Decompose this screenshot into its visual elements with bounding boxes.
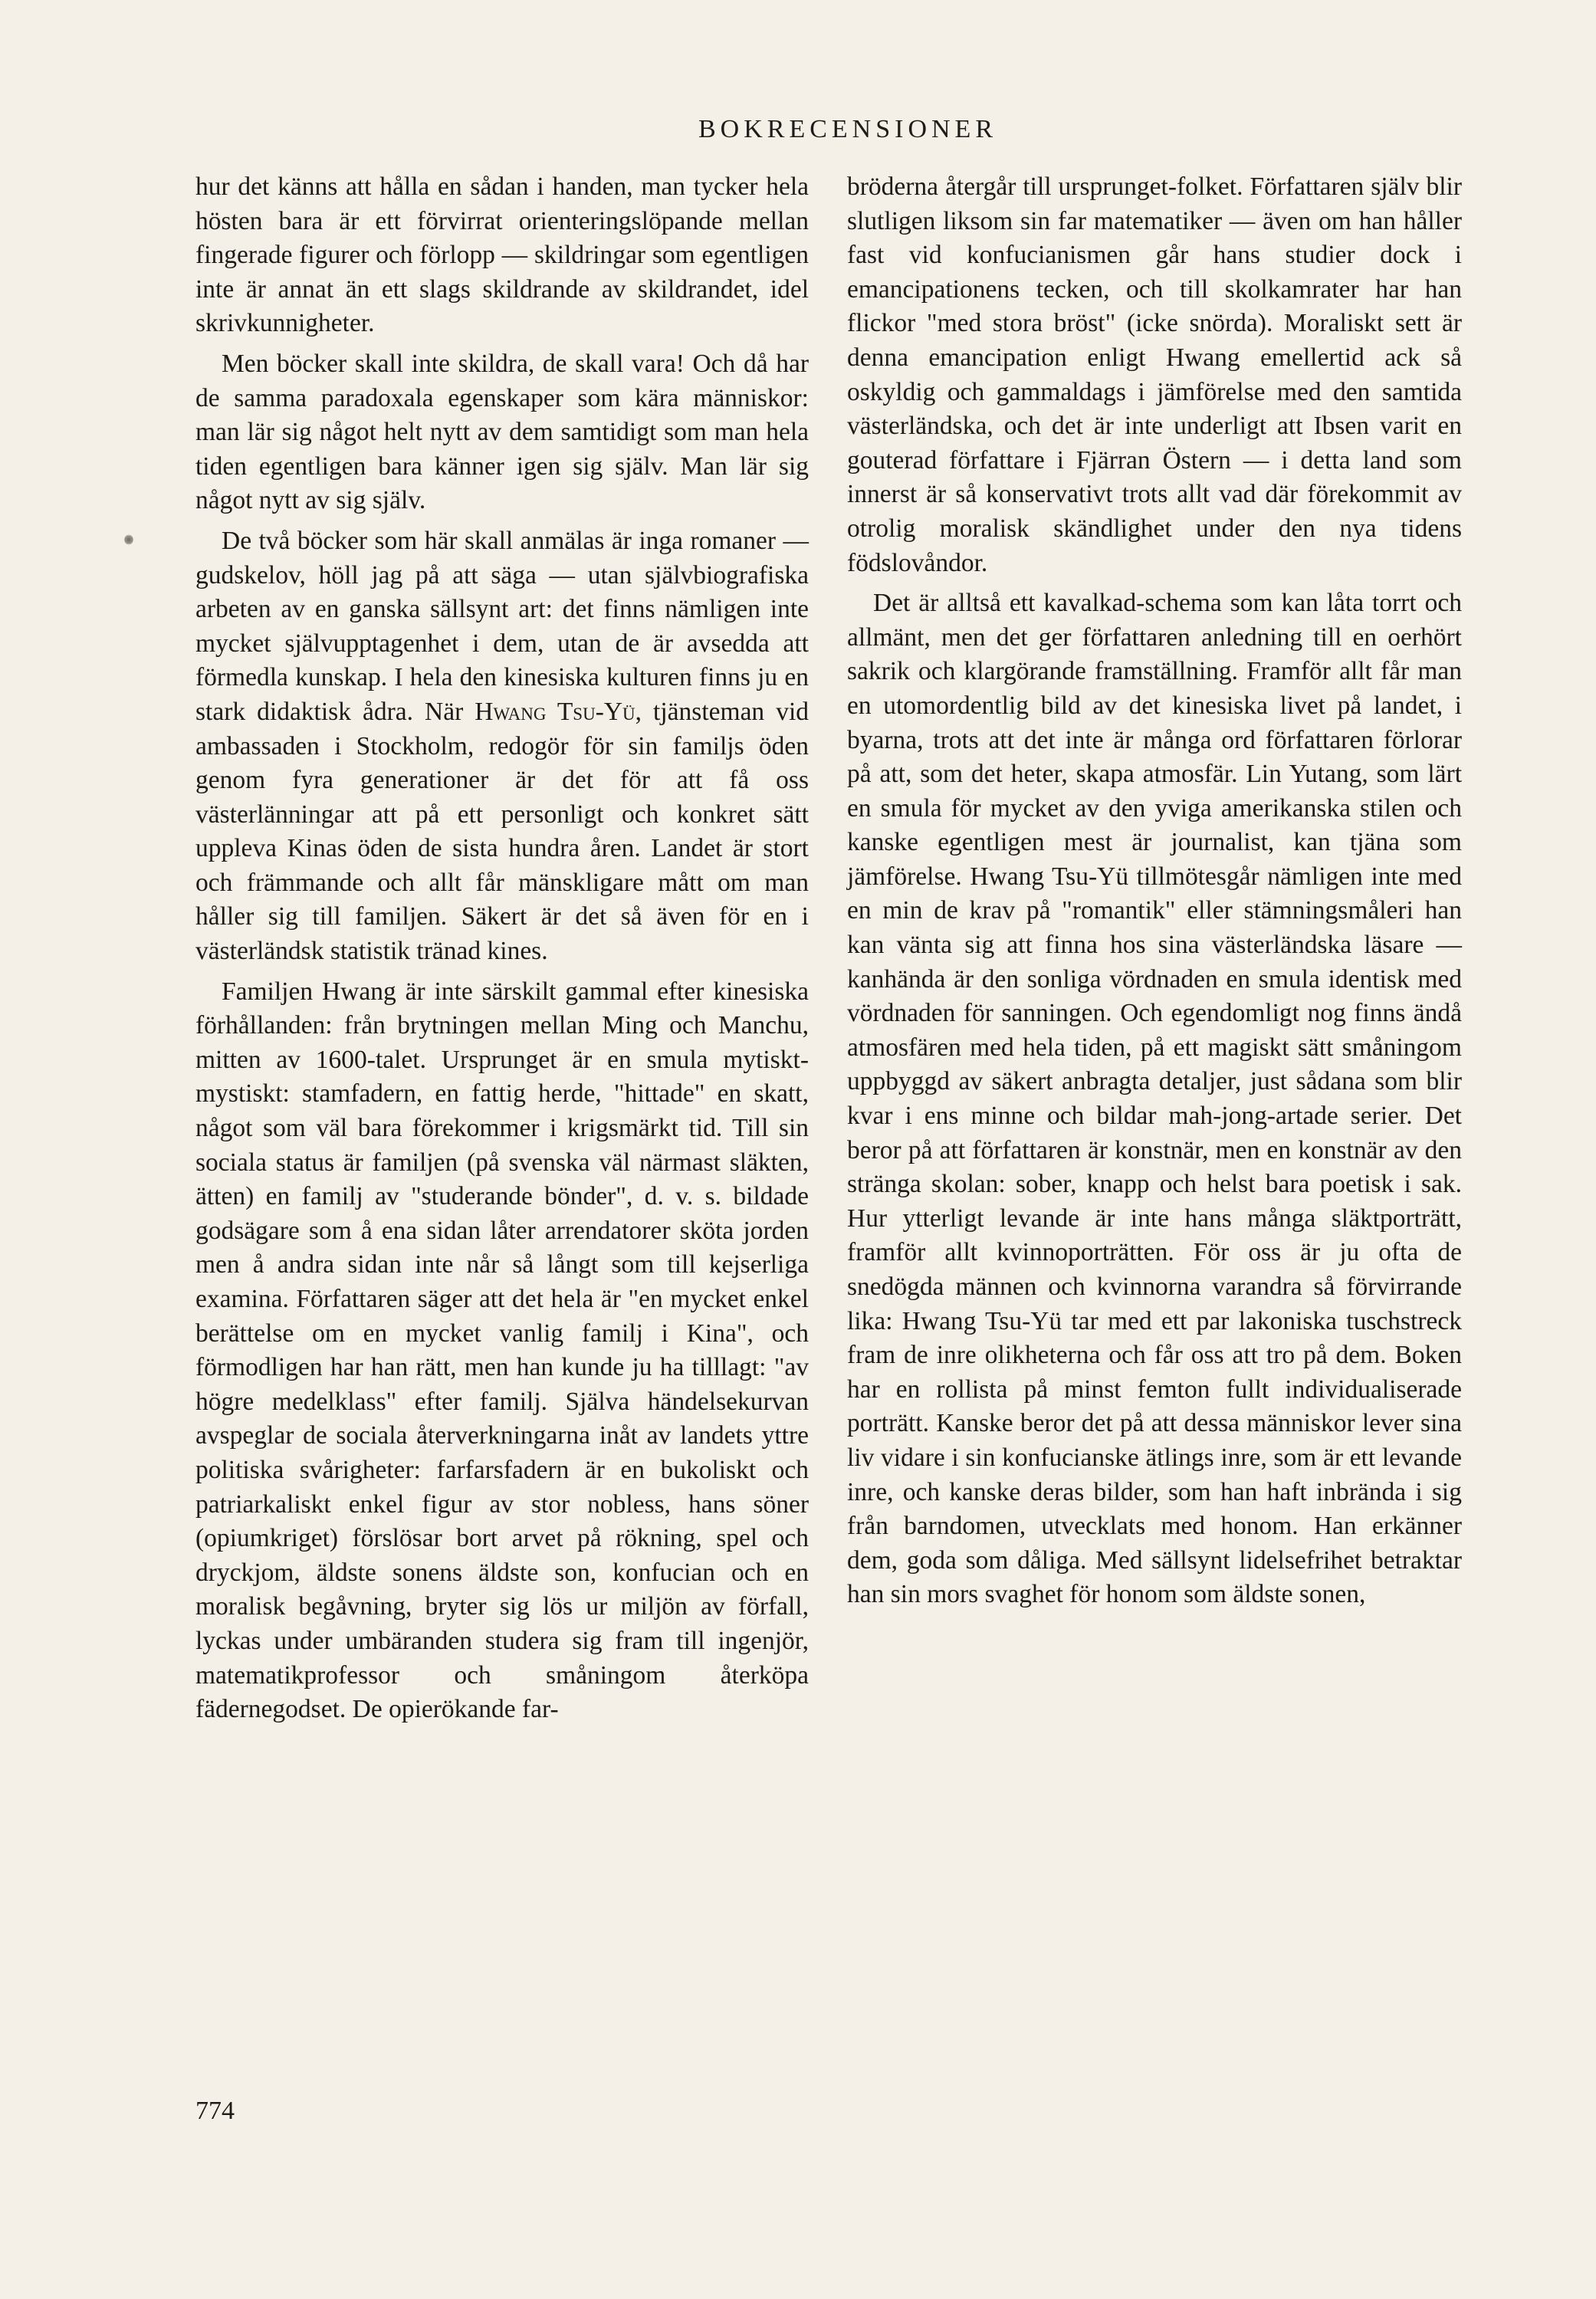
paragraph-text: , tjänsteman vid ambassaden [195,697,809,760]
paragraph: Familjen Hwang är inte särskilt gammal efter kinesiska förhållanden: från brytningen mellan Ming och Manchu, mitten av 1600-talet. Ursprunget är en smula mytiskt-mystiskt: stamfadern, en fattig herde, "hittade" en skatt, något som väl bara förekommer i krigsmärkt tid. Till sin sociala status är familjen (på svenska väl närmast släkten, ätten) en familj av "studerande bönder", d. v. s. bildade godsägare som å ena sidan låter arrendatorer sköta jorden men å andra sidan inte når så långt som till kejserliga examina. Författaren säger att det hela är "en mycket enkel berättelse om en mycket vanlig familj i Kina", och förmodligen har han rätt, men han kunde ju ha tilllagt: "av högre medelklass" efter familj. Själva händelsekurvan avspeglar de sociala återverkningarna inåt av landets yttre politiska svårigheter: farfarsfadern är en bukoliskt och patriarkaliskt enkel figur av stor nobless, hans söner (opiumkriget) förslösar bort arvet på rökning, spel och dryckjom, äldste sonens äldste son, konfucian och en moralisk begåvning, bryter sig lös ur miljön av förfall, lyckas under umbäranden studera sig fram till ingenjör, matematikprofessor och småningom återköpa fädernegodset. De opierökande far- [195,977,809,1724]
page-number: 774 [195,2097,235,2125]
paragraph [195,524,809,969]
paragraph-text: i Stockholm, redogör för sin familjs öden genom fyra generationer är det för att få oss västerlänningar att på ett personligt och konkret sätt uppleva Kinas öden de sista hundra åren. Landet är stort och främmande och allt får mänskligare mått om man håller sig till familjen. Säkert är det så även för en i västerländsk statistik tränad kines. [195,731,809,966]
right-column [847,170,1462,1618]
paragraph: bröderna återgår till ursprunget-folket. Författaren själv blir slutligen liksom sin far matematiker — även om han håller fast vid konfucianismen går hans studier dock i emancipationens tecken, och till skolkamrater har han flickor "med stora bröst" (icke snörda). Moraliskt sett är denna emancipation enligt Hwang emellertid ack så oskyldig och gammaldags i jämförelse med den samtida västerländska, och det är inte underligt att Ibsen varit en gouterad författare i Fjärran Östern — i detta land som innerst är så konservativt trots allt vad där förekommit av otrolig moralisk skändlighet under den nya tidens födslovåndor. [847,172,1462,577]
paper-speck [124,534,133,545]
paragraph: hur det känns att hålla en sådan i handen, man tycker hela hösten bara är ett förvirrat orienteringslöpande mellan fingerade figurer och förlopp — skildringar som egentligen inte är annat än ett slags skildrande av skildrandet, idel skrivkunnigheter. [195,172,809,338]
left-column [195,170,809,1733]
running-head: BOKRECENSIONER [698,115,998,143]
paragraph: Men böcker skall inte skildra, de skall vara! Och då har de samma paradoxala egenskaper som kära människor: man lär sig något helt nytt av dem samtidigt som man hela tiden egentligen bara känner igen sig själv. Man lär sig något nytt av sig själv. [195,349,809,515]
author-name: Hwang Tsu-Yü [475,697,635,726]
paragraph-text: De två böcker som här skall anmälas är inga romaner — gudskelov, höll jag på att säga — utan självbiografiska arbeten av en ganska sällsynt art: det finns nämligen inte mycket självupptagenhet i dem, utan de är avsedda att förmedla kunskap. I hela den kinesiska kulturen finns ju en stark didaktisk ådra. När [195,526,809,726]
paragraph: Det är alltså ett kavalkad-schema som kan låta torrt och allmänt, men det ger författaren anledning till en oerhört sakrik och klargörande framställning. Framför allt får man en utomordentlig bild av det kinesiska livet på landet, i byarna, trots att det inte är många ord författaren förlorar på att, som det heter, skapa atmosfär. Lin Yutang, som lärt en smula för mycket av den yviga amerikanska stilen och kanske egentligen mest är journalist, kan tjäna som jämförelse. Hwang Tsu-Yü tillmötesgår nämligen inte med en min de krav på "romantik" eller stämningsmåleri han kan vänta sig att finna hos sina västerländska läsare — kanhända är den sonliga vördnaden en smula identisk med vördnaden för sanningen. Och egendomligt nog finns ändå atmosfären med hela tiden, på ett magiskt sätt småningom uppbyggd av säkert anbragta detaljer, just sådana som blir kvar i ens minne och bildar mah-jong-artade serier. Det beror på att författaren är konstnär, men en konstnär av den stränga skolan: sober, knapp och helst bara poetisk i sak. Hur ytterligt levande är inte hans många släktporträtt, framför allt kvinnoporträtten. För oss är ju ofta de snedögda männen och kvinnorna varandra så förvirrande lika: Hwang Tsu-Yü tar med ett par lakoniska tuschstreck fram de inre olikheterna och får oss att tro på dem. Boken har en rollista på minst femton fullt individualiserade porträtt. Kanske beror det på att dessa människor lever sina liv vidare i sin konfucianske ätlings inre, som är ett levande inre, och kanske deras bilder, som han haft inbrända i sig från barndomen, utvecklats med honom. Han erkänner dem, goda som dåliga. Med sällsynt lidelsefrihet betraktar han sin mors svaghet för honom som äldste sonen, [847,589,1462,1609]
